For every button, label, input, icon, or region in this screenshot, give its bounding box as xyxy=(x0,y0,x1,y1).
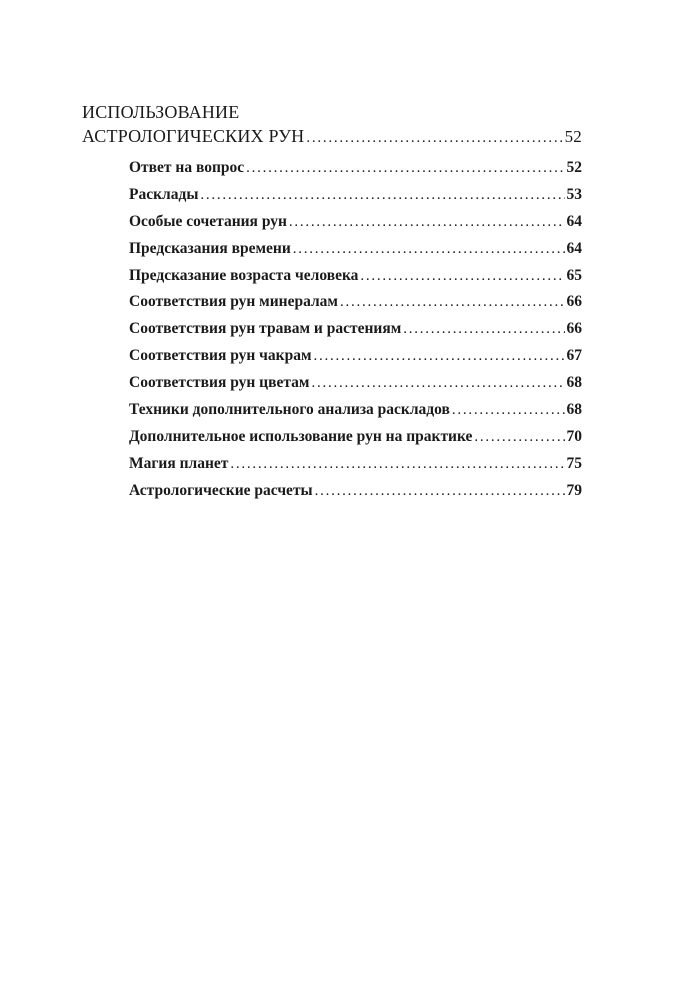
toc-entry-page: 75 xyxy=(566,454,582,472)
toc-entry xyxy=(129,292,582,311)
dot-leader xyxy=(311,374,564,393)
dot-leader xyxy=(452,401,565,420)
toc-entry xyxy=(129,266,582,285)
section-page-number: 52 xyxy=(564,127,582,146)
toc-entry-page: 70 xyxy=(566,427,582,445)
toc-entry xyxy=(129,158,582,177)
toc-entry-label: Техники дополнительного анализа раскладов xyxy=(129,401,450,419)
toc-entry-page: 68 xyxy=(566,401,582,419)
dot-leader xyxy=(314,347,565,366)
toc-entry-label: Магия планет xyxy=(129,454,229,472)
toc-entry-page: 65 xyxy=(566,266,582,284)
toc-entry xyxy=(129,185,582,204)
toc-entry-label: Астрологические расчеты xyxy=(129,481,313,499)
toc-entry xyxy=(129,454,582,473)
toc-entry-label: Особые сочетания рун xyxy=(129,212,287,230)
toc-entry-page: 79 xyxy=(566,481,582,499)
toc-entry xyxy=(129,400,582,419)
toc-entry xyxy=(129,239,582,258)
toc-entry-page: 52 xyxy=(566,159,582,176)
toc-entry xyxy=(129,346,582,365)
table-of-contents xyxy=(82,100,582,508)
toc-entry-page: 66 xyxy=(566,320,582,338)
dot-leader xyxy=(474,428,564,447)
toc-entry-page: 64 xyxy=(566,239,582,257)
toc-entry-label: Соответствия рун минералам xyxy=(129,293,338,311)
toc-entry-page: 67 xyxy=(566,347,582,365)
dot-leader xyxy=(246,159,564,178)
toc-entry xyxy=(129,319,582,338)
toc-entry xyxy=(129,427,582,446)
dot-leader xyxy=(293,240,565,259)
toc-entry xyxy=(129,212,582,231)
dot-leader xyxy=(289,213,565,232)
toc-entry-page: 66 xyxy=(566,293,582,311)
dot-leader xyxy=(200,186,564,205)
toc-entry-label: Ответ на вопрос xyxy=(129,159,245,176)
section-title: ИСПОЛЬЗОВАНИЕ xyxy=(82,102,240,122)
dot-leader xyxy=(340,293,565,312)
section-title-continued: АСТРОЛОГИЧЕСКИХ РУН xyxy=(82,126,305,146)
toc-entry-page: 68 xyxy=(566,374,582,392)
toc-entry-label: Соответствия рун цветам xyxy=(129,374,310,392)
toc-entry-page: 64 xyxy=(566,212,582,230)
toc-entry-label: Предсказания времени xyxy=(129,239,291,257)
toc-entry-label: Соответствия рун травам и растениям xyxy=(129,320,402,338)
toc-entry xyxy=(129,481,582,500)
dot-leader xyxy=(230,455,564,474)
toc-entry-label: Соответствия рун чакрам xyxy=(129,347,312,365)
toc-entry-page: 53 xyxy=(566,185,582,203)
section-row xyxy=(82,124,582,150)
dot-leader xyxy=(403,320,564,339)
toc-entry-label: Предсказание возраста человека xyxy=(129,266,359,284)
dot-leader xyxy=(315,482,565,501)
dot-leader xyxy=(306,126,562,150)
toc-entry-label: Дополнительное использование рун на практике xyxy=(129,427,473,445)
toc-entry xyxy=(129,373,582,392)
toc-entry-label: Расклады xyxy=(129,185,199,203)
dot-leader xyxy=(360,267,564,286)
